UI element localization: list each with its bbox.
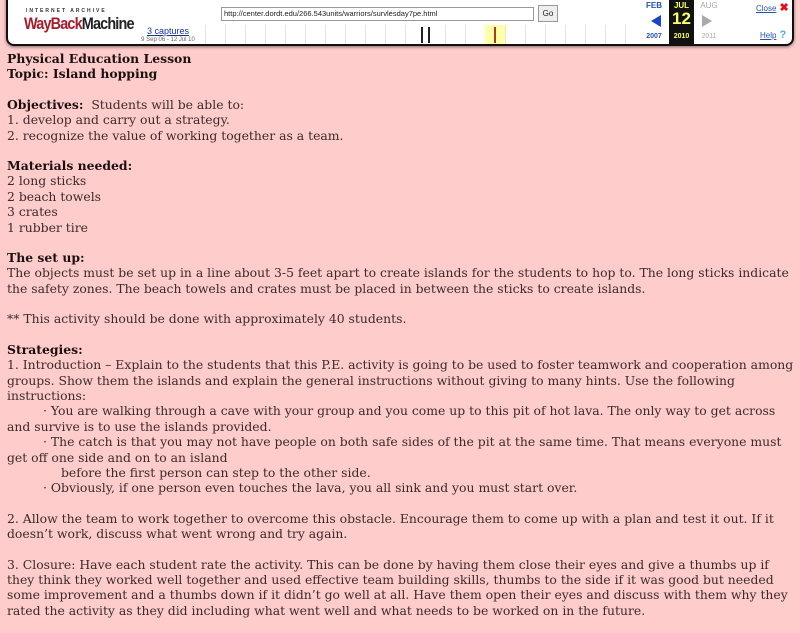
timeline-tick	[325, 25, 326, 44]
instruction-item: · Obviously, if one person even touches the lava, you all sink and you must start over.	[43, 480, 578, 496]
timeline-tick	[625, 25, 626, 44]
logo-internet-archive-text: INTERNET ARCHIVE	[26, 8, 107, 14]
material-item: 2 long sticks	[7, 173, 87, 189]
material-item: 3 crates	[7, 204, 58, 220]
objectives-section	[7, 97, 797, 143]
go-button[interactable]: Go	[538, 5, 558, 22]
objectives-intro: Students will be able to:	[83, 96, 245, 112]
timeline-tick	[445, 25, 446, 44]
timeline-capture-mark[interactable]	[428, 27, 430, 43]
setup-text: The objects must be set up in a line about 3-5 feet apart to create islands for the students to hop to. The long sticks indicate the safety zones. The beach towels and crates must be placed in between the sticks to create islands.	[7, 265, 789, 296]
materials-section	[7, 158, 797, 235]
calendar-prev-capture[interactable]: FEB 2007	[646, 1, 662, 40]
lesson-topic: Topic: Island hopping	[7, 66, 158, 82]
lesson-header	[7, 51, 797, 82]
timeline-tick	[285, 25, 286, 44]
timeline-tick	[265, 25, 266, 44]
materials-heading: Materials needed:	[7, 158, 133, 174]
logo-wayback-machine-text: WayBackMachine	[24, 14, 134, 33]
timeline-tick	[245, 25, 246, 44]
strategy-introduction: 1. Introduction – Explain to the students that this P.E. activity is going to be used to foster teamwork and cooperation among groups. Show them the islands and explain the general instructions without giving to many hints. Use the following instructions:	[7, 357, 794, 403]
timeline-tick	[585, 25, 586, 44]
timeline-tick	[225, 25, 226, 44]
timeline-tick	[365, 25, 366, 44]
timeline-tick	[305, 25, 306, 44]
material-item: 1 rubber tire	[7, 219, 88, 235]
prev-capture-arrow-icon[interactable]	[651, 15, 661, 27]
help-icon: ?	[779, 29, 787, 41]
activity-note: ** This activity should be done with approximately 40 students.	[7, 311, 407, 327]
help-button[interactable]: Help ?	[760, 29, 787, 41]
timeline-tick	[205, 25, 206, 44]
timeline-tick	[345, 25, 346, 44]
strategies-section	[7, 342, 797, 496]
strategy-closure: 3. Closure: Have each student rate the activity. This can be done by having them close their eyes and give a thumbs up if they think they worked well together and used effective team building skills, thumbs to the side if it was good but needed some improvement and a thumbs down if it didn’t go well at all. Have them open their eyes and discuss with them why they rated the activity as they did including what went well and what needs to be worked on in the future.	[7, 556, 788, 618]
instruction-item: · You are walking through a cave with your group and you come up to this pit of hot lava. The only way to get across and survive is to use the islands provided.	[7, 403, 776, 434]
timeline-tick	[385, 25, 386, 44]
strategy-work-together: 2. Allow the team to work together to overcome this obstacle. Encourage them to come up with a plan and test it out. If it doesn’t work, discuss what went wrong and try again.	[7, 510, 774, 542]
timeline-tick	[605, 25, 606, 44]
capture-timeline[interactable]	[205, 25, 635, 44]
timeline-tick	[505, 25, 506, 44]
url-input[interactable]: http://center.dordt.edu/266.543units/warriors/survlesday7pe.html	[221, 7, 534, 21]
captures-date-range: 9 Sep 06 - 12 Jul 10	[141, 37, 195, 43]
objective-item: 1. develop and carry out a strategy.	[7, 112, 230, 128]
strategies-heading: Strategies:	[7, 341, 83, 357]
setup-section	[7, 250, 797, 296]
captures-info	[136, 26, 200, 43]
calendar-current-capture: JUL 12 2010	[669, 0, 694, 44]
page-title: Physical Education Lesson	[7, 51, 192, 66]
objective-item: 2. recognize the value of working together as a team.	[7, 127, 344, 143]
close-button[interactable]: Close ✖	[756, 2, 789, 14]
setup-heading: The set up:	[7, 250, 85, 266]
close-icon: ✖	[779, 2, 789, 14]
calendar-next-capture: AUG 2011	[700, 1, 718, 40]
timeline-current-capture[interactable]	[494, 27, 496, 43]
timeline-tick	[565, 25, 566, 44]
captures-link[interactable]: 3 captures	[146, 26, 190, 36]
instruction-item: · The catch is that you may not have people on both safe sides of the pit at the same time. That means everyone must get off one side and on to an island	[7, 434, 782, 465]
wayback-logo[interactable]	[20, 8, 134, 38]
wayback-toolbar	[6, 0, 794, 46]
objectives-heading: Objectives:	[7, 96, 84, 112]
timeline-tick	[545, 25, 546, 44]
next-capture-arrow-icon	[702, 15, 712, 27]
timeline-tick	[405, 25, 406, 44]
material-item: 2 beach towels	[7, 188, 102, 204]
instruction-item-continued: before the first person can step to the other side.	[61, 464, 371, 480]
timeline-tick	[525, 25, 526, 44]
lesson-content	[7, 51, 797, 633]
timeline-tick	[465, 25, 466, 44]
timeline-capture-mark[interactable]	[421, 27, 423, 43]
